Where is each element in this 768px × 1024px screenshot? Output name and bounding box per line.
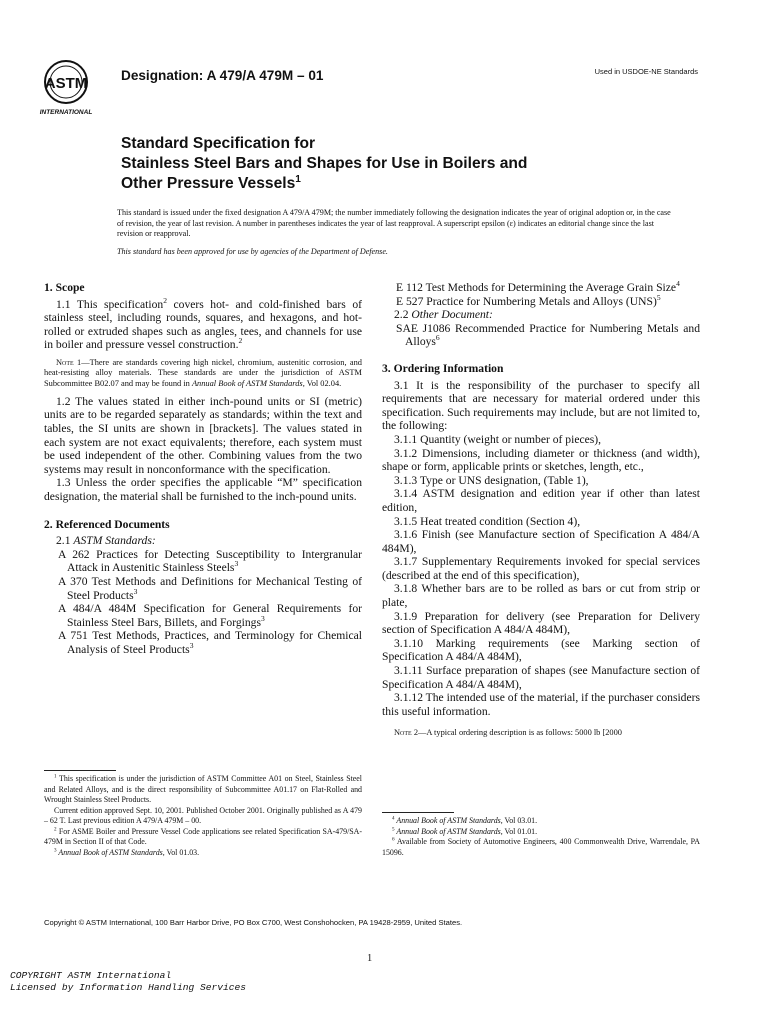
title-footnote-mark: 1 [295, 173, 301, 185]
scope-1-1: 1.1 This specification$^2$ covers hot- and cold-finished bars of stainless steel, including rounds, squares, and hexagons, and hot-rolled or extruded shapes such as angles, tees, and channels for use in boiler and pressure vessel construction.$^2$ [44, 295, 362, 352]
license-stamp [10, 970, 246, 993]
intro-text: This standard is issued under the fixed designation A 479/A 479M; the number immediately following the designation indicates the year of original adoption or, in the case of revision, the year of last revision. A number in parentheses indicates the year of last reapproval. A superscript epsilon (ε) indicates an editorial change since the last revision or reapproval. [117, 208, 671, 238]
logo-subtext: INTERNATIONAL [39, 109, 93, 116]
ordering-item: 3.1.6 Finish (see Manufacture section of Specification A 484/A 484M), [382, 528, 700, 555]
ordering-item: 3.1.3 Type or UNS designation, (Table 1), [394, 473, 589, 487]
title-line-2: Stainless Steel Bars and Shapes for Use in Boilers and [121, 155, 528, 172]
stamp-line-1: COPYRIGHT ASTM International [10, 970, 172, 981]
ref-item: A 751 Test Methods, Practices, and Terminology for Chemical Analysis of Steel Products$^3$ [58, 629, 362, 656]
scope-1-3: 1.3 Unless the order specifies the applicable “M” specification designation, the material shall be furnished to the inch-pound units. [44, 476, 362, 504]
ref-item: E 112 Test Methods for Determining the Average Grain Size$^4$ [396, 279, 680, 294]
footnotes-left [44, 770, 362, 858]
ordering-item: 3.1.8 Whether bars are to be rolled as bars or cut from strip or plate, [382, 582, 700, 610]
footnote-rule [44, 770, 116, 771]
footnote-4: $^4$ Annual Book of ASTM Standards, Vol 03.01. [392, 815, 538, 825]
ref-item: E 527 Practice for Numbering Metals and Alloys (UNS)$^5$ [396, 292, 661, 308]
ordering-item: 3.1.11 Surface preparation of shapes (see Manufacture section of Specification A 484/A 484M), [382, 664, 700, 691]
intro-block [117, 208, 677, 257]
referenced-2-2: 2.2 Other Document: [394, 308, 493, 322]
ordering-3-1: 3.1 It is the responsibility of the purchaser to specify all requirements that are necessary for material ordered under this specification. Such requirements may include, but are not limited to, the following: [382, 378, 700, 433]
left-column [44, 281, 362, 657]
footnote-1: $^1$ This specification is under the jurisdiction of ASTM Committee A01 on Steel, Stainless Steel and Related Alloys, and is the direct responsibility of Subcommittee A01.17 on Flat-Rolled and Wrought Stainless Steel Products. [44, 773, 362, 804]
footnote-5: $^5$ Annual Book of ASTM Standards, Vol 01.01. [392, 825, 538, 836]
dod-approval: This standard has been approved for use by agencies of the Department of Defense. [117, 246, 388, 256]
ordering-item: 3.1.1 Quantity (weight or number of pieces), [394, 432, 602, 446]
referenced-2-1: 2.1 ASTM Standards: [56, 534, 156, 548]
note-2: Note 2—A typical ordering description is as follows: 5000 lb [2000 [394, 728, 622, 738]
footnotes-right [382, 812, 700, 858]
ordering-item: 3.1.9 Preparation for delivery (see Preparation for Delivery section of Specification A 484/A 484M), [382, 609, 700, 637]
page-number: 1 [367, 953, 373, 964]
used-in-label: Used in USDOE-NE Standards [594, 67, 698, 76]
title-line-1: Standard Specification for [121, 135, 316, 152]
footnote-2: $^2$ For ASME Boiler and Pressure Vessel Code applications see related Specification SA-479/SA-479M in Section II of that Code. [44, 825, 362, 846]
ordering-item: 3.1.2 Dimensions, including diameter or thickness (and width), shape or form, applicable prints or sketches, length, etc., [382, 446, 700, 474]
ref-item: A 370 Test Methods and Definitions for Mechanical Testing of Steel Products$^3$ [58, 574, 362, 602]
ordering-item: 3.1.10 Marking requirements (see Marking section of Specification A 484/A 484M), [382, 636, 700, 664]
stamp-line-2: Licensed by Information Handling Services [10, 981, 247, 993]
right-column [382, 281, 700, 745]
footnote-6: $^6$ Available from Society of Automotive Engineers, 400 Commonwealth Drive, Warrendale, PA 15096. [382, 836, 700, 857]
astm-logo [36, 56, 112, 120]
footnote-3: $^3$ Annual Book of ASTM Standards, Vol 01.03. [54, 846, 200, 857]
ref-item: A 484/A 484M Specification for General Requirements for Stainless Steel Bars, Billets, and Forgings$^3$ [58, 602, 362, 629]
ordering-item: 3.1.5 Heat treated condition (Section 4), [394, 514, 581, 528]
referenced-heading: 2. Referenced Documents [44, 517, 170, 531]
ordering-item: 3.1.12 The intended use of the material, if the purchaser considers this useful information. [382, 691, 700, 718]
ordering-heading: 3. Ordering Information [382, 361, 504, 375]
footnote-rule [382, 812, 454, 813]
copyright-line: Copyright © ASTM International, 100 Barr Harbor Drive, PO Box C700, West Conshohocken, PA 19428-2959, United States. [44, 918, 463, 927]
scope-heading: 1. Scope [44, 281, 85, 294]
logo-text: ASTM [44, 75, 88, 92]
document-title [121, 134, 681, 194]
ordering-item: 3.1.4 ASTM designation and edition year if other than latest edition, [382, 487, 700, 514]
title-line-3: Other Pressure Vessels [121, 175, 296, 192]
ordering-item: 3.1.7 Supplementary Requirements invoked for special services (described at the end of this specification), [382, 555, 700, 582]
note-1: Note 1—There are standards covering high nickel, chromium, austenitic corrosion, and heat-resisting alloy materials. These standards are under the jurisdiction of ASTM Subcommittee B02.07 and may be found in Annual Book of ASTM Standards, Vol 02.04. [44, 357, 362, 388]
ref-item: SAE J1086 Recommended Practice for Numbering Metals and Alloys$^6$ [396, 321, 700, 349]
scope-1-2: 1.2 The values stated in either inch-pound units or SI (metric) units are to be regarded separately as standards; within the text and tables, the SI units are shown in [brackets]. The values stated in each system are not exact equivalents; therefore, each system must be used independent of the other. Combining values from the two systems may result in nonconformance with the specification. [44, 394, 362, 476]
designation: Designation: A 479/A 479M – 01 [121, 68, 324, 83]
ref-item: A 262 Practices for Detecting Susceptibility to Intergranular Attack in Austenitic Stainless Steels$^3$ [58, 547, 362, 575]
footnote-1b: Current edition approved Sept. 10, 2001. Published October 2001. Originally published as A 479 – 62 T. Last previous edition A 479/A 479M – 00. [44, 805, 362, 825]
